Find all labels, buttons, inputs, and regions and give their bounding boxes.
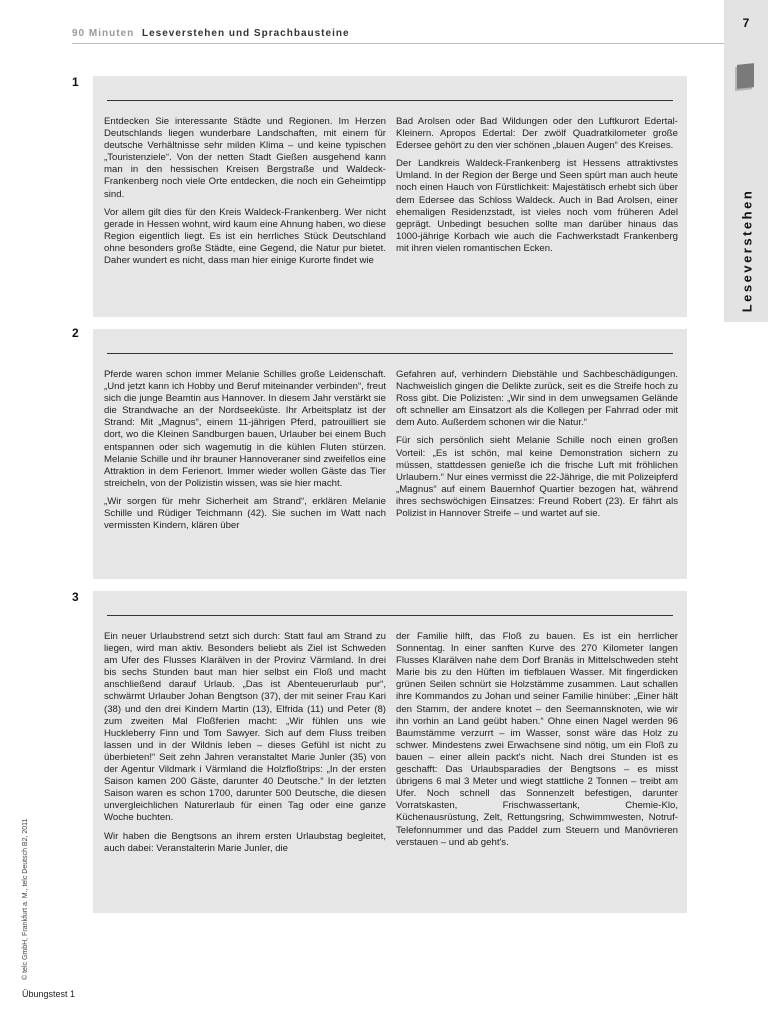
running-header (72, 28, 350, 39)
section-label (730, 188, 764, 312)
text-1-right-column (396, 116, 678, 273)
paragraph: Vor allem gilt dies für den Kreis Waldeck-Frankenberg. Wer nicht gerade in Hessen wohnt, wird kaum eine Ahnung haben, wo diese Region eigentlich liegt. Es ist ein herrliches Stück Deutschland ohne besonders große Städte, eine Gegend, die Natur pur bietet. Daher wundert es nicht, dass man hier einige Kurorte findet wie (104, 206, 386, 267)
text-3-right-column (396, 631, 678, 861)
text-2-left-column (104, 369, 386, 538)
header-title: Leseverstehen und Sprachbausteine (142, 28, 350, 39)
copyright-text: © telc GmbH, Frankfurt a. M., telc Deutsch B2, 2011 (22, 818, 29, 980)
paragraph: Wir haben die Bengtsons an ihrem ersten Urlaubstag begleitet, auch dabei: Veranstalterin Marie Junler, die (104, 830, 386, 854)
paragraph: „Wir sorgen für mehr Sicherheit am Strand“, erklären Melanie Schille und Rüdiger Teichmann (42). Sie suchen im Watt nach vermissten Kindern, klären über (104, 495, 386, 532)
box-rule (107, 100, 673, 101)
text-number-2: 2 (72, 326, 79, 340)
text-box-2 (93, 329, 687, 579)
text-number-3: 3 (72, 590, 79, 604)
page-footer: Übungstest 1 (22, 989, 76, 999)
section-label-text: Leseverstehen (739, 188, 755, 312)
text-box-3 (93, 591, 687, 913)
paragraph: Für sich persönlich sieht Melanie Schille noch einen großen Vorteil: „Es ist schön, mal keine Demonstration sichern zu müssen, stattdessen genieße ich die frische Luft mit fröhlichen Urlaubern.“ Nur eines vermisst die 22-Jährige, die mit Polizeipferd „Magnus“ auf einem Bauernhof Quartier bezogen hat, während ihres sechswöchigen Einsatzes: Freund Robert (23). Er fährt als Polizist in Hannover Streife – und wartet auf sie. (396, 435, 678, 520)
paragraph: Pferde waren schon immer Melanie Schilles große Leidenschaft. „Und jetzt kann ich Hobby und Beruf miteinander verbinden“, freut sich die junge Beamtin aus Hannover. In diesem Jahr verstärkt sie die Strandwache an der Nordseeküste. Ihr Arbeitsplatz ist der Strand: Mit „Magnus“, einem 11-jährigen Pferd, patrouilliert sie dort, wo die Kleinen Sandburgen bauen, Urlauber bei einem Buch entspannen oder sich wagemutig in die kühlen Fluten stürzen. Melanie Schille und ihr brauner Hannoveraner sind zweifellos eine Attraktion in dem Ferienort. Immer wieder wollen Gäste das Tier streicheln, von der Polizistin wissen, was sie hier macht. (104, 369, 386, 489)
text-1-left-column (104, 116, 386, 273)
page-number: 7 (742, 16, 750, 30)
box-rule (107, 353, 673, 354)
header-rule (72, 43, 724, 44)
header-minutes: 90 Minuten (72, 28, 135, 39)
text-number-1: 1 (72, 75, 79, 89)
text-box-1 (93, 76, 687, 317)
paragraph: Ein neuer Urlaubstrend setzt sich durch: Statt faul am Strand zu liegen, wird man aktiv. Besonders beliebt als Ziel ist Schweden am Ufer des Flusses Klarälven in der Provinz Värmland. In drei bis sechs Stunden baut man hier selbst ein Floß und macht anschließend darauf Urlaub. „Das ist Abenteuerurlaub pur“, schwärmt Urlauber Johan Bengtson (37), der mit seiner Frau Kari (38) und den drei Kindern Martin (13), Elfrida (11) und Peter (8) zum zweiten Mal Floßferien macht: „Wir fühlen uns wie Huckleberry Finn und Tom Sawyer. Sich auf dem Fluss treiben lassen und in der Wildnis leben – dieses Gefühl ist nicht zu überbieten!“ Seit zehn Jahren veranstaltet Marie Junler (35) von der Agentur Vildmark i Värmland die Holzfloßtrips: „In der ersten Saison kamen 200 Gäste, darunter 40 Deutsche.“ In der letzten Saison waren es schon 1700, darunter 500 Deutsche, die diesen unvergleichlichen Naturerlaub für einen Tag oder eine ganze Woche buchten. (104, 631, 386, 824)
paragraph: Entdecken Sie interessante Städte und Regionen. Im Herzen Deutschlands liegen wunderbare Landschaften, mit einem für deutsche Verhältnisse sehr milden Klima – und keine typischen „Touristenziele“. Von der netten Stadt Gießen ausgehend kann man in den hessischen Kreisen Bergstraße und Waldeck-Frankenberg noch viele Orte entdecken, die noch ein Geheimtipp sind. (104, 116, 386, 200)
book-icon (737, 63, 754, 89)
paragraph: Der Landkreis Waldeck-Frankenberg ist Hessens attraktivstes Umland. In der Region der Berge und Seen spürt man auch heute noch einen Hauch von Fürstlichkeit: Majestätisch erhebt sich über dem Edersee das Schloss Waldeck. Auch in Bad Arolsen, einer ehemaligen Residenzstadt, ist vieles noch vom früheren Adel geprägt. Unbedingt besuchen sollte man darüber hinaus das 1000-jährige Korbach wie auch die Fachwerkstadt Frankenberg mit ihren vielen romantischen Ecken. (396, 158, 678, 254)
text-3-left-column (104, 631, 386, 861)
box-rule (107, 615, 673, 616)
sidebar-tab (724, 0, 768, 322)
text-2-right-column (396, 369, 678, 538)
paragraph: Gefahren auf, verhindern Diebstähle und Sachbeschädigungen. Nachweislich gingen die Delikte zurück, seit es die Streife hoch zu Ross gibt. Die Polizisten: „Wir sind in dem unwegsamen Gelände oft schneller am Einsatzort als die Kollegen per Fahrrad oder mit dem Auto. Außerdem schonen wir die Natur.“ (396, 369, 678, 429)
paragraph: Bad Arolsen oder Bad Wildungen oder den Luftkurort Edertal-Kleinern. Apropos Edertal: Der zwölf Quadratkilometer große Edersee gehört zu den vier schönen „blauen Augen“ des Kreises. (396, 116, 678, 152)
paragraph: der Familie hilft, das Floß zu bauen. Es ist ein herrlicher Sonnentag. In einer sanften Kurve des 270 Kilometer langen Flusses Klarälven nahe dem Dorf Branäs in Mittelschweden steht Marie bis zu den Hüften im tiefblauen Wasser. Mit fingerdicken grünen Seilen schnürt sie Holzstämme zusammen. Laut schallen ihre Kommandos zu Johan und seiner Familie hinüber: „Einer hält den Stamm, der andere knotet – den Seemannsknoten, wie wir ihn vorhin an Land geübt haben.“ Ohne einen Nagel werden 96 Baumstämme verzurrt – im Wasser, sonst wäre das Holz zu schwer. Mindestens zwei Erwachsene sind nötig, um ein Floß zu bauen – einer allein packt's nicht. Nach drei Stunden ist es geschafft: Das Urlaubsparadies der Bengtsons – es misst übrigens 6 mal 3 Meter und wiegt stattliche 2 Tonnen – treibt am Ufer. Noch schnell das Sonnenzelt befestigen, darunter Vorratskasten, Frischwassertank, Chemie-Klo, Küchenausrüstung, Zelt, Rettungsring, Schwimmwesten, Notruf-Telefonnummer und das Paddel zum Steuern und Manövrieren verstauen – und ab geht's. (396, 631, 678, 848)
